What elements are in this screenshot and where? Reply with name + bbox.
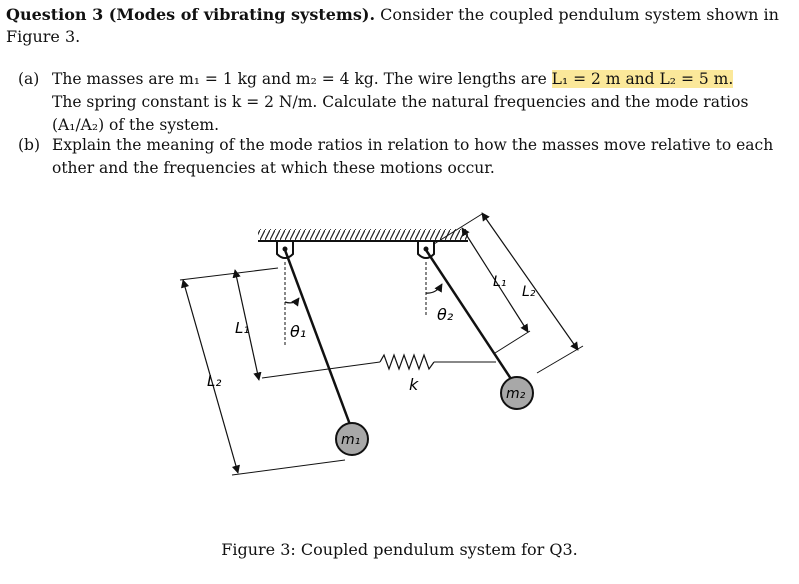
part-a-label: (a): [18, 70, 40, 88]
ceiling-support: [258, 229, 468, 241]
heading-line-2: Figure 3.: [6, 27, 81, 46]
figure-caption: Figure 3: Coupled pendulum system for Q3.: [221, 540, 578, 559]
spring-k: [380, 355, 434, 369]
label-theta2: θ₂: [437, 305, 454, 324]
part-a-line-3: (A₁/A₂) of the system.: [52, 116, 220, 134]
right-extension-L1-end: [495, 331, 530, 353]
label-L2-left: L₂: [207, 372, 222, 390]
label-L2-right: L₂: [522, 284, 536, 300]
label-m1: m₁: [341, 432, 361, 448]
L2-extension-top: [180, 268, 278, 280]
part-a-line-2: The spring constant is k = 2 N/m. Calculate the natural frequencies and the mode ratios: [52, 93, 749, 111]
label-L1-left: L₁: [235, 319, 250, 337]
part-b-line-1: Explain the meaning of the mode ratios in relation to how the masses move relative to each: [52, 136, 774, 154]
question-title: Question 3 (Modes of vibrating systems).: [6, 5, 376, 24]
label-spring-k: k: [409, 375, 419, 394]
part-a-text: The masses are m₁ = 1 kg and m₂ = 4 kg. The wire lengths are: [52, 70, 552, 88]
right-extension-L2-end: [537, 346, 583, 373]
label-L1-right: L₁: [493, 274, 507, 290]
highlight-L2: L₂ = 5 m.: [659, 70, 734, 88]
spring-line-left: [262, 362, 380, 378]
question-intro: Consider the coupled pendulum system shown in: [380, 5, 779, 24]
highlight-and: and: [620, 70, 660, 88]
label-m2: m₂: [506, 386, 526, 402]
L2-extension-bottom: [232, 460, 345, 475]
theta1-arc: [285, 298, 299, 303]
label-theta1: θ₁: [290, 322, 307, 341]
highlight-L1: L₁ = 2 m: [551, 70, 621, 88]
part-b-label: (b): [18, 136, 41, 154]
theta2-arc: [426, 284, 442, 293]
part-b-line-2: other and the frequencies at which these motions occur.: [52, 159, 495, 177]
